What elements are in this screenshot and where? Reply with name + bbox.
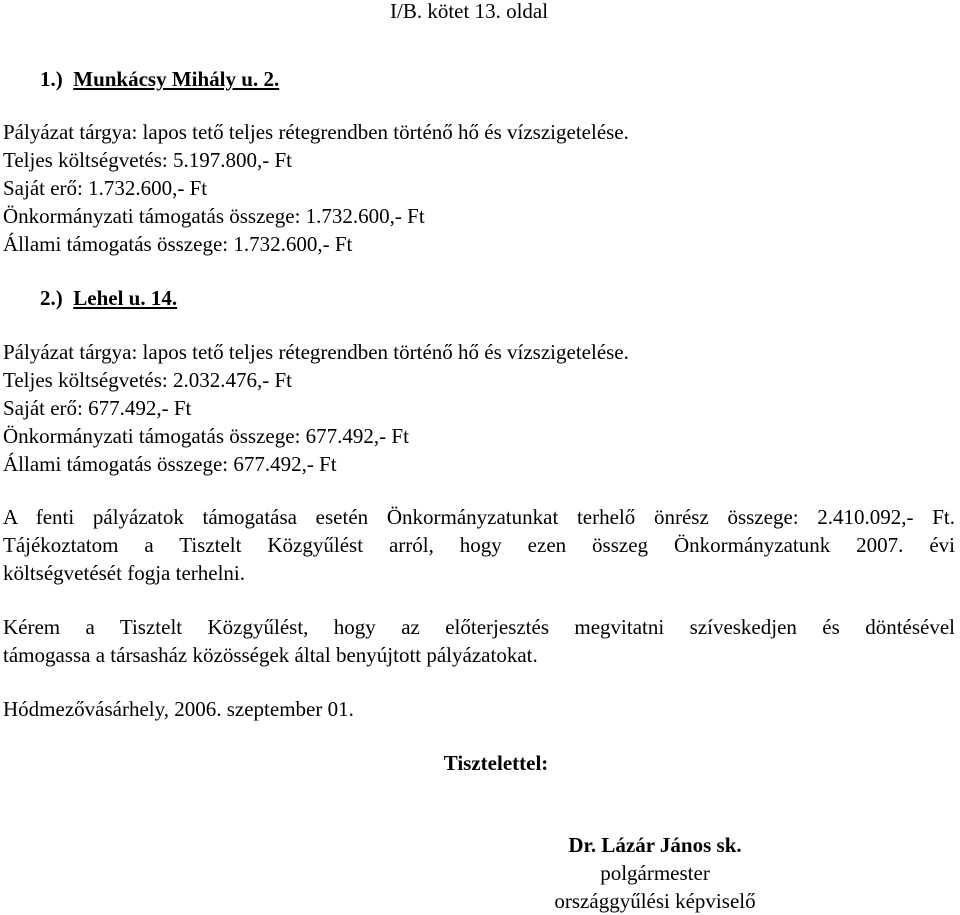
section-2-state-support: Állami támogatás összege: 677.492,- Ft	[3, 452, 337, 476]
section-1-subject: Pályázat tárgya: lapos tető teljes rétegrendben történő hő és vízszigetelése.	[3, 120, 629, 144]
section-2-own-funds: Saját erő: 677.492,- Ft	[3, 396, 192, 420]
section-1-number: 1.)	[40, 67, 63, 91]
signature-role: országgyűlési képviselő	[554, 889, 756, 913]
summary-line-1: A fenti pályázatok támogatása esetén Önkormányzatunkat terhelő önrész összege: 2.410.092,- Ft.	[3, 505, 955, 529]
section-2-total-budget: Teljes költségvetés: 2.032.476,- Ft	[3, 368, 292, 392]
section-1-own-funds: Saját erő: 1.732.600,- Ft	[3, 176, 208, 200]
section-1-state-support: Állami támogatás összege: 1.732.600,- Ft	[3, 232, 353, 256]
signature-title: polgármester	[600, 861, 710, 885]
section-2-title: Lehel u. 14.	[73, 286, 178, 310]
page-reference: I/B. kötet 13. oldal	[390, 0, 549, 23]
section-1-total-budget: Teljes költségvetés: 5.197.800,- Ft	[3, 148, 292, 172]
signature-name: Dr. Lázár János sk.	[568, 833, 742, 857]
request-line-2: támogassa a társasház közösségek által benyújtott pályázatokat.	[3, 643, 538, 667]
place-and-date: Hódmezővásárhely, 2006. szeptember 01.	[3, 697, 354, 721]
summary-line-2: Tájékoztatom a Tisztelt Közgyűlést arról, hogy ezen összeg Önkormányzatunk 2007. évi	[3, 533, 955, 557]
section-2-subject: Pályázat tárgya: lapos tető teljes rétegrendben történő hő és vízszigetelése.	[3, 340, 629, 364]
summary-line-3: költségvetését fogja terhelni.	[3, 561, 246, 585]
section-2-municipal-support: Önkormányzati támogatás összege: 677.492,- Ft	[3, 424, 409, 448]
section-2-heading	[40, 284, 177, 312]
section-1-municipal-support: Önkormányzati támogatás összege: 1.732.600,- Ft	[3, 204, 425, 228]
section-2-number: 2.)	[40, 286, 63, 310]
section-1-title: Munkácsy Mihály u. 2.	[73, 67, 280, 91]
request-line-1: Kérem a Tisztelt Közgyűlést, hogy az előterjesztés megvitatni szíveskedjen és döntésével	[3, 615, 955, 639]
section-1-heading	[40, 65, 279, 93]
closing-greeting: Tisztelettel:	[443, 751, 549, 775]
